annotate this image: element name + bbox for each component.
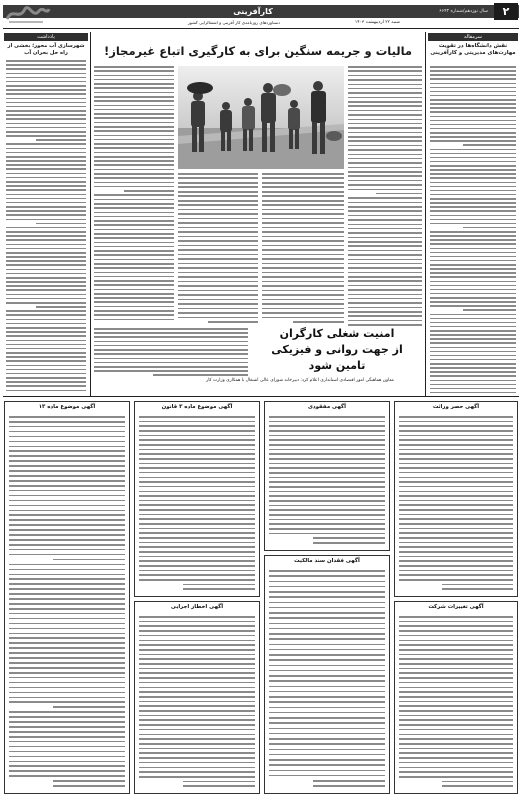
right-column-divider [425, 32, 426, 396]
page-number-badge [494, 3, 518, 20]
newspaper-logo [3, 1, 51, 25]
secondary-story-body [94, 328, 248, 376]
main-story-body-mid-b [178, 173, 258, 323]
secondary-headline-line2: از جهت روانی و فیزیکی [271, 343, 403, 356]
right-column-body [430, 66, 516, 394]
main-story-body-left-top [94, 66, 174, 321]
left-kicker-text: یادداشت [37, 34, 55, 40]
secondary-deck: معاون هماهنگی امور اقتصادی استانداری اعلام کرد: دبیرخانه شورای عالی اشتغال با همکاری وزارت کار [206, 378, 394, 383]
notice-box-5 [134, 401, 260, 597]
notice-title-1: آگهی حصر وراثت [432, 404, 480, 410]
section-divider [3, 396, 519, 397]
header-rule [3, 28, 519, 29]
page-number: ۲ [502, 5, 510, 18]
notice-title-3: آگهی مفقودی [307, 404, 347, 410]
logo-mark-icon [3, 1, 51, 25]
issue-line: سال نوزدهم/شماره ۶۶۴۳ [439, 9, 488, 14]
secondary-headline [252, 326, 422, 376]
notice-box-3 [264, 401, 390, 551]
left-column-divider [90, 32, 91, 396]
notice-box-4 [264, 555, 390, 794]
notice-box-7 [4, 401, 130, 794]
left-column-body [6, 60, 86, 392]
notice-title-7: آگهی موضوع ماده ۱۳ [38, 404, 96, 410]
main-headline: مالیات و جریمه سنگین برای به کارگیری اتباع غیرمجاز! [103, 44, 413, 58]
tagline: دستاوردهای روزنامه‌ی کار آفرینی و اشتغالزایی کشور [187, 20, 280, 25]
notice-title-6: آگهی اخطار اجرایی [170, 604, 224, 610]
notice-box-6 [134, 601, 260, 794]
section-title: کارآفرینی [233, 7, 273, 16]
secondary-headline-line3: تامین شود [308, 359, 366, 372]
right-column-kicker [428, 33, 518, 41]
notice-title-5: آگهی موضوع ماده ۳ قانون [161, 404, 233, 410]
left-column-kicker [4, 33, 88, 41]
secondary-headline-line1: امنیت شغلی کارگران [279, 327, 395, 340]
main-story-body-right-top [348, 66, 422, 326]
main-story-body-mid-a [262, 173, 344, 323]
right-kicker-text: سرمقاله [464, 34, 482, 40]
notice-title-4: آگهی فقدان سند مالکیت [294, 558, 360, 564]
date-line: شنبه ۲۲ اردیبهشت ۱۴۰۳ [354, 20, 400, 25]
notice-title-2: آگهی تغییرات شرکت [428, 604, 484, 610]
main-story-photo [178, 66, 344, 169]
migrants-photo-icon [178, 66, 344, 169]
notice-box-1 [394, 401, 518, 597]
notice-box-2 [394, 601, 518, 794]
left-column-headline: شهرسازی آب‌ محور؛ بخشی از راه حل بحران آب [7, 43, 85, 56]
right-column-headline: نقش دانشگاه‌ها در تقویت مهارت‌های مدیریتی و کارآفرینی [430, 43, 516, 56]
